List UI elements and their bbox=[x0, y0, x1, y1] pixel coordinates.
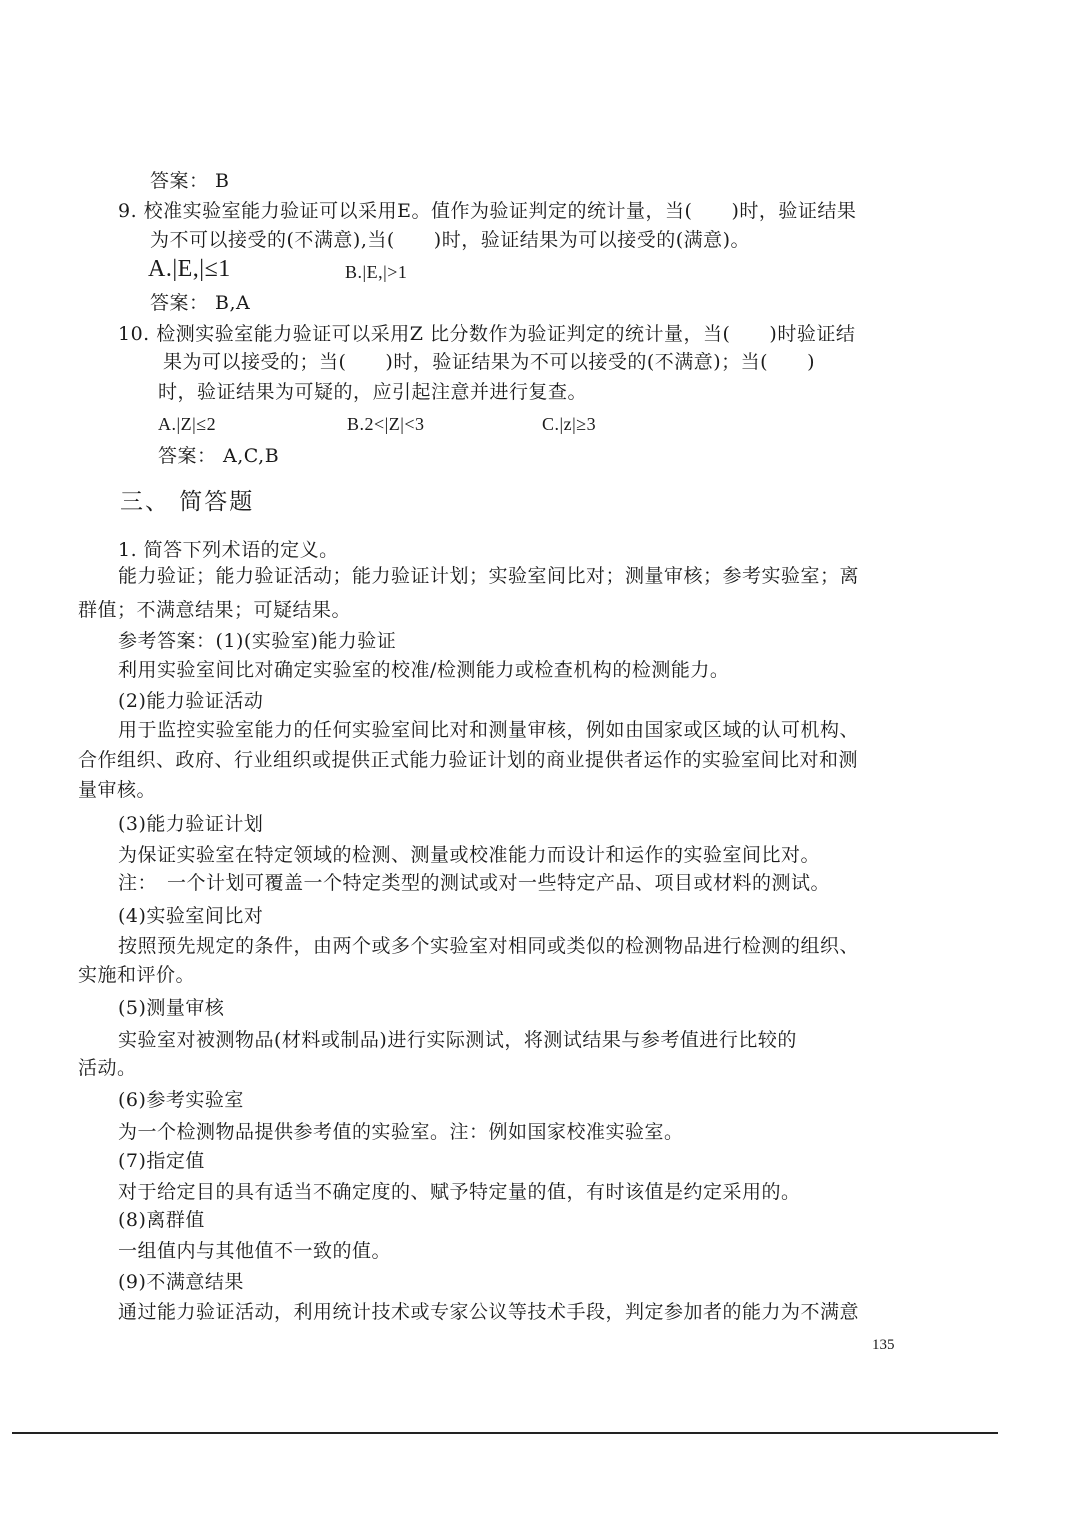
note-3: 注： 一个计划可覆盖一个特定类型的测试或对一些特定产品、项目或材料的测试。 bbox=[118, 872, 831, 894]
term-5-title: (5)测量审核 bbox=[118, 997, 225, 1019]
reference-answer: 参考答案：(1)(实验室)能力验证 bbox=[118, 630, 397, 652]
term-9-title: (9)不满意结果 bbox=[118, 1271, 244, 1293]
definition-2-line-3: 量审核。 bbox=[78, 779, 157, 801]
terms-line-2: 群值；不满意结果；可疑结果。 bbox=[78, 599, 352, 621]
definition-8: 一组值内与其他值不一致的值。 bbox=[118, 1240, 392, 1262]
definition-2-line-2: 合作组织、政府、行业组织或提供正式能力验证计划的商业提供者运作的实验室间比对和测 bbox=[78, 749, 859, 771]
q10-option-c: C.|z|≥3 bbox=[542, 414, 597, 434]
q10-line-1: 10. 检测实验室能力验证可以采用Z 比分数作为验证判定的统计量，当( )时验证结 bbox=[118, 323, 856, 345]
q9-line-1: 9. 校准实验室能力验证可以采用E。值作为验证判定的统计量，当( )时，验证结果 bbox=[118, 200, 857, 222]
definition-6: 为一个检测物品提供参考值的实验室。注：例如国家校准实验室。 bbox=[118, 1121, 684, 1143]
definition-7: 对于给定目的具有适当不确定度的、赋予特定量的值，有时该值是约定采用的。 bbox=[118, 1181, 801, 1203]
q9-option-b: B.|E,|>1 bbox=[345, 262, 408, 282]
q10-option-a: A.|Z|≤2 bbox=[158, 414, 217, 434]
definition-3: 为保证实验室在特定领域的检测、测量或校准能力而设计和运作的实验室间比对。 bbox=[118, 844, 821, 866]
definition-4-line-2: 实施和评价。 bbox=[78, 964, 196, 986]
q8-answer: 答案： B bbox=[150, 170, 230, 192]
term-7-title: (7)指定值 bbox=[118, 1150, 205, 1172]
term-4-title: (4)实验室间比对 bbox=[118, 905, 264, 927]
q10-answer: 答案： A,C,B bbox=[158, 445, 280, 467]
q10-line-2: 果为可以接受的；当( )时，验证结果为不可以接受的(不满意)；当( ) bbox=[163, 351, 815, 373]
term-8-title: (8)离群值 bbox=[118, 1209, 205, 1231]
term-6-title: (6)参考实验室 bbox=[118, 1089, 244, 1111]
page-number: 135 bbox=[872, 1337, 895, 1353]
q1-prompt: 1. 简答下列术语的定义。 bbox=[118, 539, 339, 561]
footer-rule bbox=[12, 1432, 998, 1434]
terms-line-1: 能力验证；能力验证活动；能力验证计划；实验室间比对；测量审核；参考实验室；离 bbox=[118, 565, 860, 587]
definition-5-line-1: 实验室对被测物品(材料或制品)进行实际测试，将测试结果与参考值进行比较的 bbox=[118, 1029, 797, 1051]
q9-line-2: 为不可以接受的(不满意),当( )时，验证结果为可以接受的(满意)。 bbox=[150, 229, 751, 251]
definition-4-line-1: 按照预先规定的条件，由两个或多个实验室对相同或类似的检测物品进行检测的组织、 bbox=[118, 935, 860, 957]
q9-option-a: A.|E,|≤1 bbox=[148, 256, 231, 282]
section-heading: 三、 简答题 bbox=[120, 489, 255, 515]
q10-line-3: 时，验证结果为可疑的，应引起注意并进行复查。 bbox=[158, 381, 588, 403]
term-2-title: (2)能力验证活动 bbox=[118, 690, 264, 712]
definition-5-line-2: 活动。 bbox=[78, 1057, 137, 1079]
q10-option-b: B.2<|Z|<3 bbox=[347, 414, 425, 434]
definition-1: 利用实验室间比对确定实验室的校准/检测能力或检查机构的检测能力。 bbox=[118, 659, 730, 681]
term-3-title: (3)能力验证计划 bbox=[118, 813, 264, 835]
q9-answer: 答案： B,A bbox=[150, 292, 251, 314]
definition-9-line-1: 通过能力验证活动，利用统计技术或专家公议等技术手段，判定参加者的能力为不满意 bbox=[118, 1301, 860, 1323]
definition-2-line-1: 用于监控实验室能力的任何实验室间比对和测量审核，例如由国家或区域的认可机构、 bbox=[118, 719, 860, 741]
